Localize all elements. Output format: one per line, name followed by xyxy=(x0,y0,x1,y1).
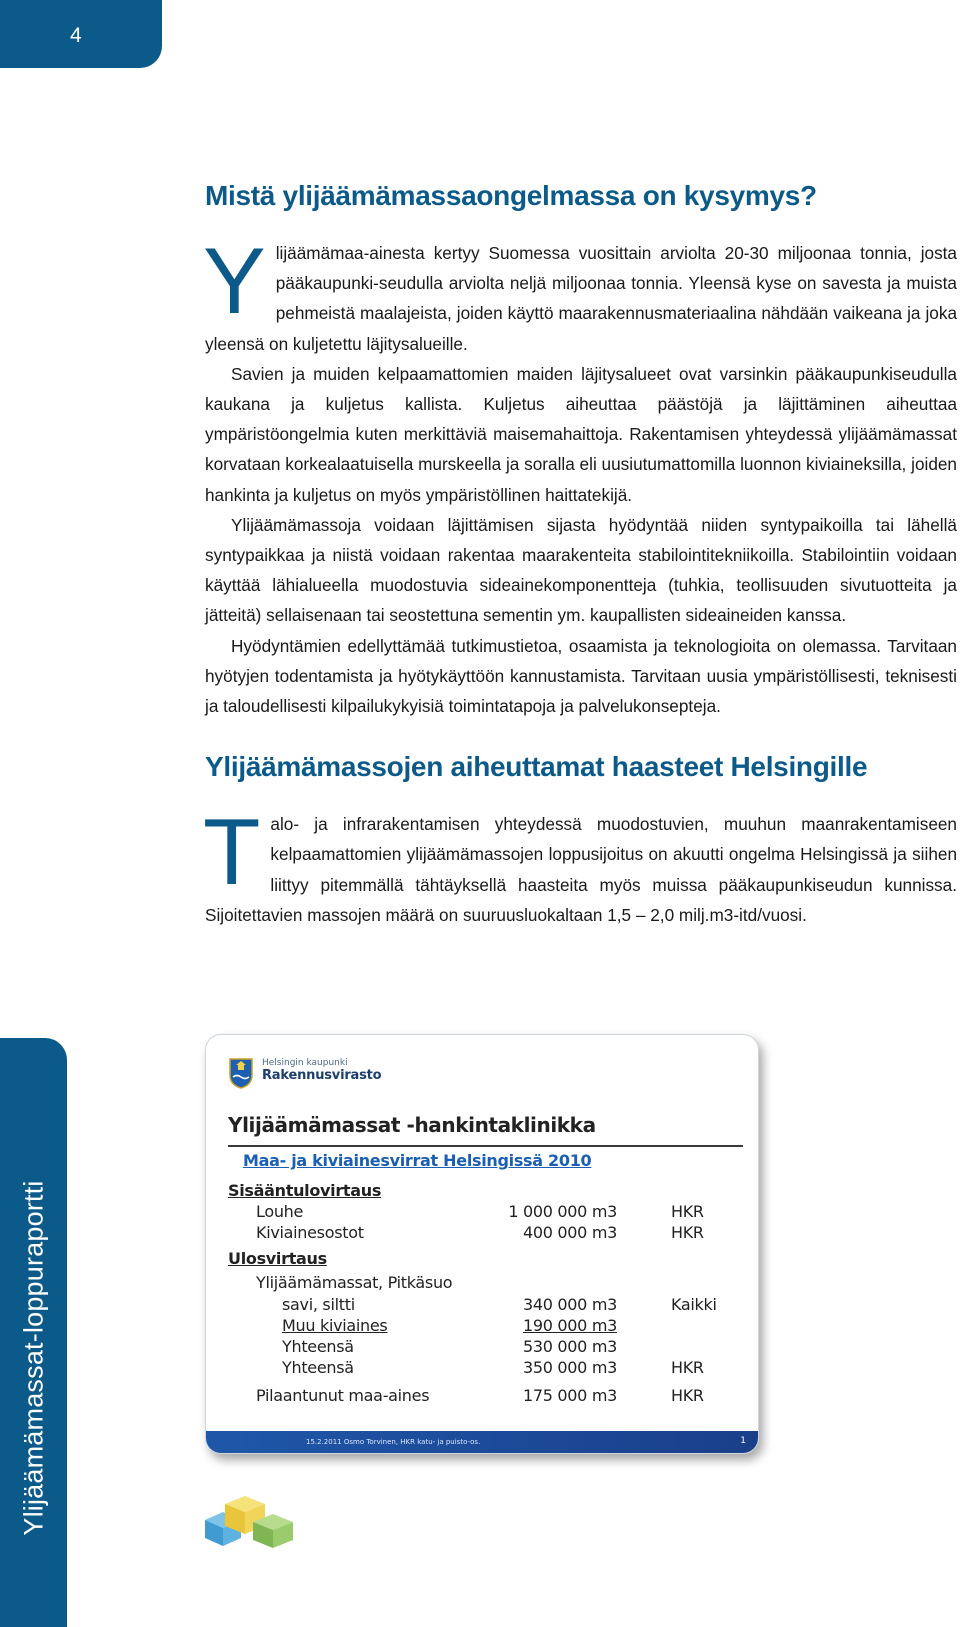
org-name: Rakennusvirasto xyxy=(262,1068,382,1083)
row-source: HKR xyxy=(671,1223,704,1242)
section-heading-1: Mistä ylijäämämassaongelmassa on kysymys? xyxy=(205,180,817,211)
row-label: Yhteensä xyxy=(282,1337,354,1356)
slide-title: Ylijäämämassat -hankintaklinikka xyxy=(228,1113,743,1147)
row-amount: 1 000 000 m3 xyxy=(508,1202,617,1221)
row-source: Kaikki xyxy=(671,1295,717,1314)
row-label: savi, siltti xyxy=(282,1295,355,1314)
contaminated-row xyxy=(206,1386,759,1408)
row-amount: 340 000 m3 xyxy=(522,1295,617,1314)
page-number-tab xyxy=(0,0,162,68)
inflow-heading: Sisääntulovirtaus xyxy=(228,1181,382,1200)
outflow-group-row xyxy=(206,1273,759,1295)
outflow-row xyxy=(206,1316,759,1338)
row-source: HKR xyxy=(671,1358,704,1377)
slide-footer-text: 15.2.2011 Osmo Torvinen, HKR katu- ja puisto-os. xyxy=(306,1438,481,1446)
row-source: HKR xyxy=(671,1386,704,1405)
presentation-slide xyxy=(205,1034,759,1454)
side-tab xyxy=(0,1038,67,1627)
inflow-row xyxy=(206,1202,759,1224)
row-label: Yhteensä xyxy=(282,1358,354,1377)
section1-lead-text: lijäämämaa-ainesta kertyy Suomessa vuosittain arviolta 20-30 miljoonaa tonnia, josta pääkaupunki-seudulla arviolta neljä miljoonaa tonnia. Yleensä kyse on savesta ja muista pehmeistä maalajeista, joiden käyttö maarakennusmateriaalina nähdään vaikeana ja joka yleensä on kuljetettu läjitysalueille. xyxy=(205,243,957,354)
dropcap-y: Y xyxy=(203,228,266,333)
section2-lead-paragraph xyxy=(203,799,957,930)
org-city: Helsingin kaupunki xyxy=(262,1058,348,1068)
section1-paragraph-2: Savien ja muiden kelpaamattomien maiden läjitysalueet ovat varsinkin pääkaupunkiseudulla kaukana ja kuljetus kallista. Kuljetus aiheuttaa päästöjä ja läjittäminen aiheuttaa ympäristöongelmia kuten merkittäviä maisemahaittoja. Rakentamisen yhteydessä ylijäämämassat korvataan korkealaatuisella murskeella ja soralla eli uusiutumattomilla luonnon kiviaineksilla, joiden hankinta ja kuljetus on myös ympäristöllinen haittatekijä. xyxy=(205,363,957,505)
outflow-group-label: Ylijäämämassat, Pitkäsuo xyxy=(256,1273,453,1292)
slide-org xyxy=(262,1057,381,1097)
main-content xyxy=(205,180,957,930)
row-amount: 190 000 m3 xyxy=(522,1316,617,1335)
section1-lead-paragraph xyxy=(203,228,957,359)
section-heading-2: Ylijäämämassojen aiheuttamat haasteet Helsingille xyxy=(205,751,868,783)
inflow-row xyxy=(206,1223,759,1245)
row-amount: 175 000 m3 xyxy=(522,1386,617,1405)
slide-subtitle: Maa- ja kiviainesvirrat Helsingissä 2010 xyxy=(243,1151,592,1170)
slide-footer-page: 1 xyxy=(740,1436,746,1446)
row-label: Louhe xyxy=(256,1202,304,1221)
row-source: HKR xyxy=(671,1202,704,1221)
section1-paragraph-4: Hyödyntämien edellyttämää tutkimustietoa, osaamista ja teknologioita on olemassa. Tarvitaan hyötyjen todentamista ja hyötykäyttöön kannustamista. Tarvitaan uusia ympäristöllisesti, teknisesti ja taloudellisesti kilpailukykyisiä toimintatapoja ja palvelukonsepteja. xyxy=(205,635,957,717)
side-tab-label: Ylijäämämassat-loppuraportti xyxy=(18,1180,48,1536)
outflow-heading: Ulosvirtaus xyxy=(228,1249,327,1268)
row-amount: 350 000 m3 xyxy=(522,1358,617,1377)
outflow-row xyxy=(206,1337,759,1359)
row-label: Kiviainesostot xyxy=(256,1223,364,1242)
row-amount: 530 000 m3 xyxy=(522,1337,617,1356)
slide-header xyxy=(228,1057,381,1097)
helsinki-crest-icon xyxy=(228,1057,254,1089)
page-number: 4 xyxy=(70,24,82,47)
section2-lead-text: alo- ja infrarakentamisen yhteydessä muodostuvien, muuhun maanrakentamiseen kelpaamattomien ylijäämämassojen loppusijoitus on akuutti ongelma Helsingissä ja siihen liittyy pitemmällä tähtäyksellä haasteita myös muissa pääkaupunkiseudun kunnissa. Sijoitettavien massojen määrä on suuruusluokaltaan 1,5 – 2,0 milj.m3-itd/vuosi. xyxy=(205,814,957,925)
row-label: Muu kiviaines xyxy=(282,1316,388,1335)
row-amount: 400 000 m3 xyxy=(522,1223,617,1242)
slide-footer xyxy=(206,1431,759,1453)
section1-paragraph-3: Ylijäämämassoja voidaan läjittämisen sijasta hyödyntää niiden syntypaikoilla tai lähellä syntypaikkaa ja niistä voidaan rakentaa maarakenteita stabilointitekniikoilla. Stabilointiin voidaan käyttää lähialueella muodostuvia sideainekomponentteja (tuhkia, teollisuuden sivutuotteita ja jätteitä) sellaisenaan tai seostettuna sementin ym. kaupallisten sideaineiden kanssa. xyxy=(205,514,957,626)
outflow-row xyxy=(206,1358,759,1380)
dropcap-t: T xyxy=(203,799,261,905)
row-label: Pilaantunut maa-aines xyxy=(256,1386,430,1405)
outflow-row xyxy=(206,1295,759,1317)
decorative-cubes-icon xyxy=(203,1490,297,1550)
